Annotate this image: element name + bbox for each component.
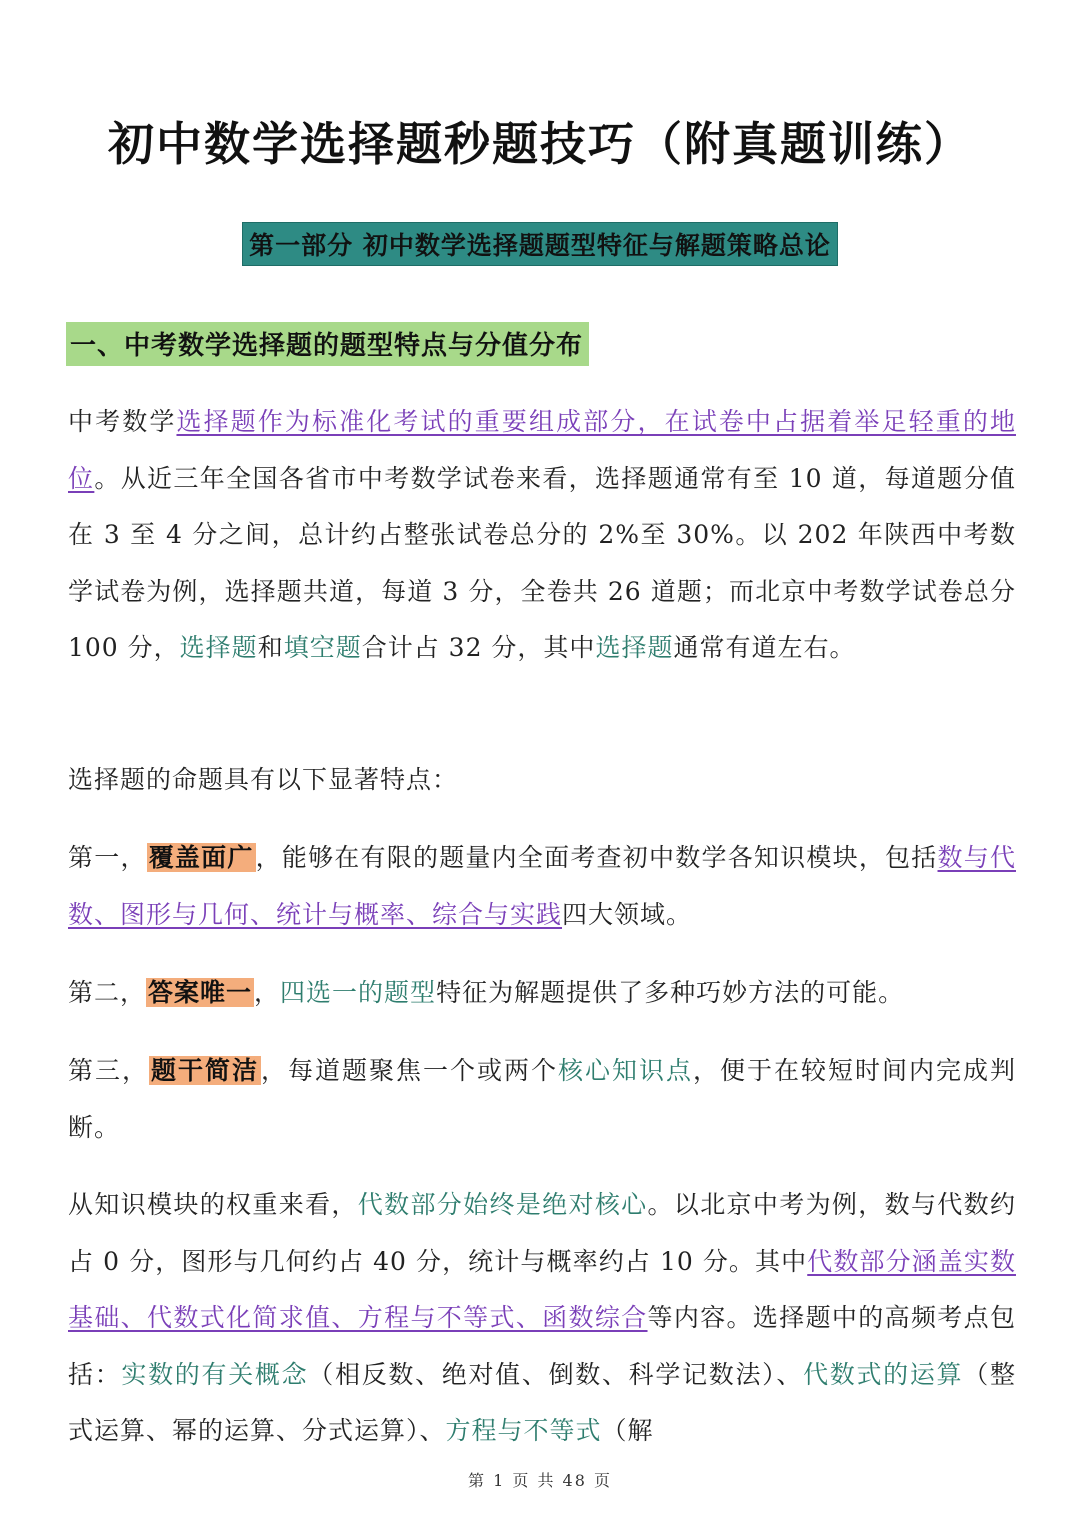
text: 等内容。选择题中的高频考点包括：	[68, 1303, 1016, 1389]
text: 从知识模块的权重来看，	[68, 1190, 358, 1219]
document-title: 初中数学选择题秒题技巧（附真题训练）	[108, 117, 972, 171]
footer-prefix: 第	[467, 1471, 486, 1490]
green-term: 填空题	[283, 633, 362, 662]
section-heading: 一、中考数学选择题的题型特点与分值分布	[66, 322, 589, 366]
text: （相反数、绝对值、倒数、科学记数法）、	[308, 1359, 804, 1389]
text: 通常有道左右。	[673, 633, 856, 662]
green-term: 选择题	[179, 633, 258, 662]
underlined-phrase: 代数部分涵盖实数基础、代数式化简求值、方程与不等式、函数综合	[68, 1246, 1016, 1332]
paragraph-weights	[68, 1177, 1016, 1460]
green-term: 四选一的题型	[280, 978, 437, 1007]
underlined-phrase: 数与代数、图形与几何、统计与概率、综合与实践	[68, 843, 1016, 929]
page-footer	[0, 1468, 1080, 1491]
text: （整式运算、幂的运算、分式运算）、	[68, 1359, 1016, 1445]
green-term: 代数式的运算	[803, 1359, 964, 1389]
text: 和	[257, 633, 284, 662]
paragraph-intro	[68, 394, 1016, 677]
text: 第一，	[68, 843, 147, 872]
text: ，便于在较短时间内完成判断。	[68, 1056, 1016, 1142]
highlight-keyword: 覆盖面广	[148, 843, 254, 872]
text: 合计占 32 分，其中	[361, 633, 596, 662]
text: （解	[601, 1416, 654, 1445]
highlight-keyword: 答案唯一	[148, 978, 253, 1007]
green-term: 代数部分始终是绝对核心	[357, 1190, 648, 1219]
green-term: 方程与不等式	[445, 1416, 602, 1445]
text: 第三，	[68, 1056, 149, 1085]
underlined-phrase: 选择题作为标准化考试的重要组成部分，在试卷中占据着举足轻重的地位	[68, 407, 1016, 493]
page-number: 1	[493, 1471, 506, 1490]
footer-suffix: 页	[594, 1471, 613, 1490]
text: ，	[254, 978, 281, 1007]
text: ，能够在有限的题量内全面考查初中数学各知识模块，包括	[255, 843, 938, 872]
paragraph-feature-2	[68, 965, 1016, 1022]
text: 中考数学	[68, 407, 177, 436]
green-term: 核心知识点	[557, 1056, 693, 1085]
green-term: 选择题	[595, 633, 674, 662]
green-term: 实数的有关概念	[121, 1359, 309, 1389]
text: 特征为解题提供了多种巧妙方法的可能。	[436, 978, 905, 1007]
paragraph-feature-3	[68, 1043, 1016, 1156]
text: 。以北京中考为例，数与代数约占 0 分，图形与几何约占 40 分，统计与概率约占 10 分。其中	[68, 1190, 1016, 1276]
text: ，每道题聚焦一个或两个	[261, 1056, 558, 1085]
paragraph-features-intro: 选择题的命题具有以下显著特点：	[68, 765, 459, 794]
text: 四大领域。	[562, 899, 693, 929]
part-heading: 第一部分 初中数学选择题题型特征与解题策略总论	[242, 222, 838, 266]
part-heading-row	[0, 222, 1080, 266]
highlight-keyword: 题干简洁	[151, 1056, 259, 1085]
footer-middle: 页 共	[512, 1471, 556, 1490]
text: 。从近三年全国各省市中考数学试卷来看，选择题通常有至 10 道，每道题分值在 3 至 4 分之间，总计约占整张试卷总分的 2%至 30%。以 202 年陕西中考数学试卷为例，选择题共道，每道 3 分，全卷共 26 道题；而北京中考数学试卷总分 100 分，	[68, 463, 1016, 662]
total-pages: 48	[562, 1471, 587, 1490]
paragraph-feature-1	[68, 830, 1016, 943]
text: 第二，	[68, 978, 147, 1007]
